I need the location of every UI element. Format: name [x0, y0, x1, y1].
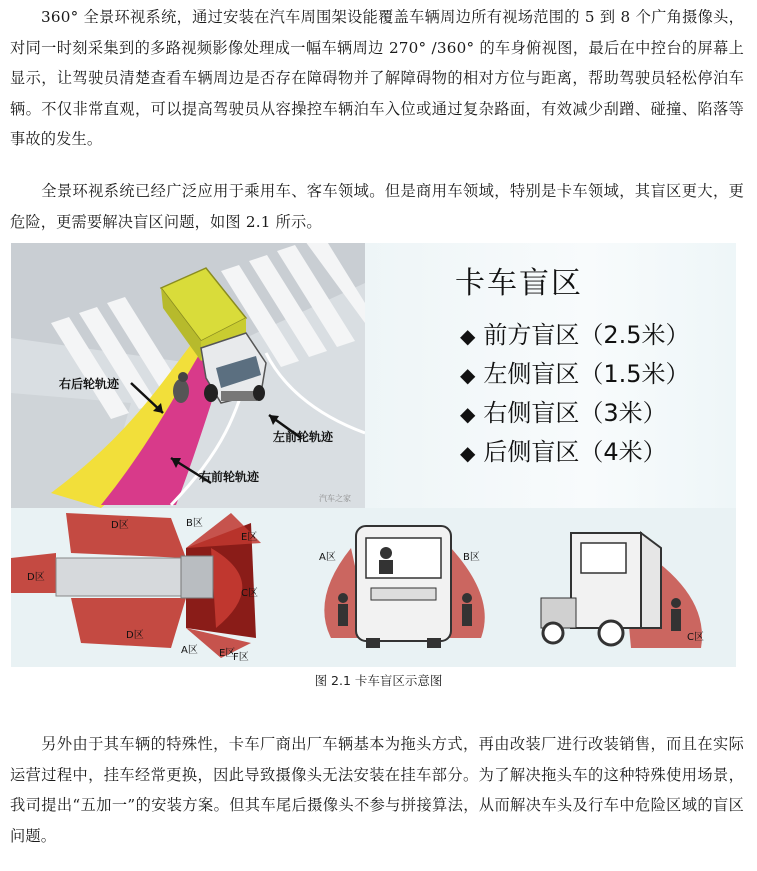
blind-zone-list-panel	[365, 243, 736, 508]
zone-label-a2: A区	[319, 552, 336, 563]
truck-turning-illustration	[11, 243, 365, 508]
figure-truck-blind-zones	[11, 243, 736, 667]
diamond-bullet-icon: ◆	[460, 324, 476, 348]
front-view-truck-diagram	[319, 526, 485, 648]
zone-label-d1: D区	[111, 520, 129, 531]
zone-label-c1: C区	[241, 588, 258, 599]
paragraph-intro: 360° 全景环视系统，通过安装在汽车周围架设能覆盖车辆周边所有视场范围的 5 到 8 个广角摄像头，对同一时刻采集到的多路视频影像处理成一幅车辆周边 270° /360° 的车身俯视图，最后在中控台的屏幕上显示，让驾驶员清楚查看车辆周边是否存在障碍物并了解障碍物的相对方位与距离，帮助驾驶员轻松停泊车辆。不仅非常直观，可以提高驾驶员从容操控车辆泊车入位或通过复杂路面，有效减少刮蹭、碰撞、陷落等事故的发生。	[10, 8, 744, 149]
blind-zone-diagrams	[11, 508, 736, 667]
blind-zone-item-rear: ◆ 后侧盲区（4米）	[460, 438, 667, 466]
label-right-rear-track: 右后轮轨迹	[59, 377, 120, 391]
zone-label-e2: E区	[219, 648, 236, 659]
diamond-bullet-icon: ◆	[460, 363, 476, 387]
blind-zone-diagrams-svg	[11, 508, 736, 667]
label-left-front-track: 左前轮轨迹	[273, 430, 334, 444]
zone-label-d2: D区	[27, 572, 45, 583]
top-view-truck-diagram	[11, 513, 261, 663]
blind-zone-item-right: ◆ 右侧盲区（3米）	[460, 399, 667, 427]
zone-label-b1: B区	[186, 518, 203, 529]
diamond-bullet-icon: ◆	[460, 402, 476, 426]
paragraph-solution: 另外由于其车辆的特殊性，卡车厂商出厂车辆基本为拖头方式，再由改装厂进行改装销售，而且在实际运营过程中，挂车经常更换，因此导致摄像头无法安装在挂车部分。为了解决拖头车的这种特殊使用场景，我司提出“五加一”的安装方案。但其车尾后摄像头不参与拼接算法，从而解决车头及行车中危险区域的盲区问题。	[10, 735, 744, 845]
blind-zone-item-front: ◆ 前方盲区（2.5米）	[460, 321, 690, 349]
zone-label-d3: D区	[126, 630, 144, 641]
zone-label-f1: F区	[233, 652, 249, 663]
figure-caption: 图 2.1 卡车盲区示意图	[314, 673, 443, 688]
blind-zone-title: 卡车盲区	[455, 266, 583, 301]
diamond-bullet-icon: ◆	[460, 441, 476, 465]
zone-label-e1: E区	[241, 532, 258, 543]
watermark-logo: 汽车之家	[319, 494, 351, 503]
blind-zone-item-left: ◆ 左侧盲区（1.5米）	[460, 360, 690, 388]
zone-label-b2: B区	[463, 552, 480, 563]
zone-label-a1: A区	[181, 645, 198, 656]
label-right-front-track: 右前轮轨迹	[199, 470, 260, 484]
turning-scene-svg	[11, 243, 365, 508]
paragraph-application: 全景环视系统已经广泛应用于乘用车、客车领域。但是商用车领域，特别是卡车领域，其盲区更大，更危险，更需要解决盲区问题，如图 2.1 所示。	[10, 182, 744, 231]
zone-label-c2: C区	[687, 632, 704, 643]
side-view-truck-diagram	[541, 533, 704, 648]
